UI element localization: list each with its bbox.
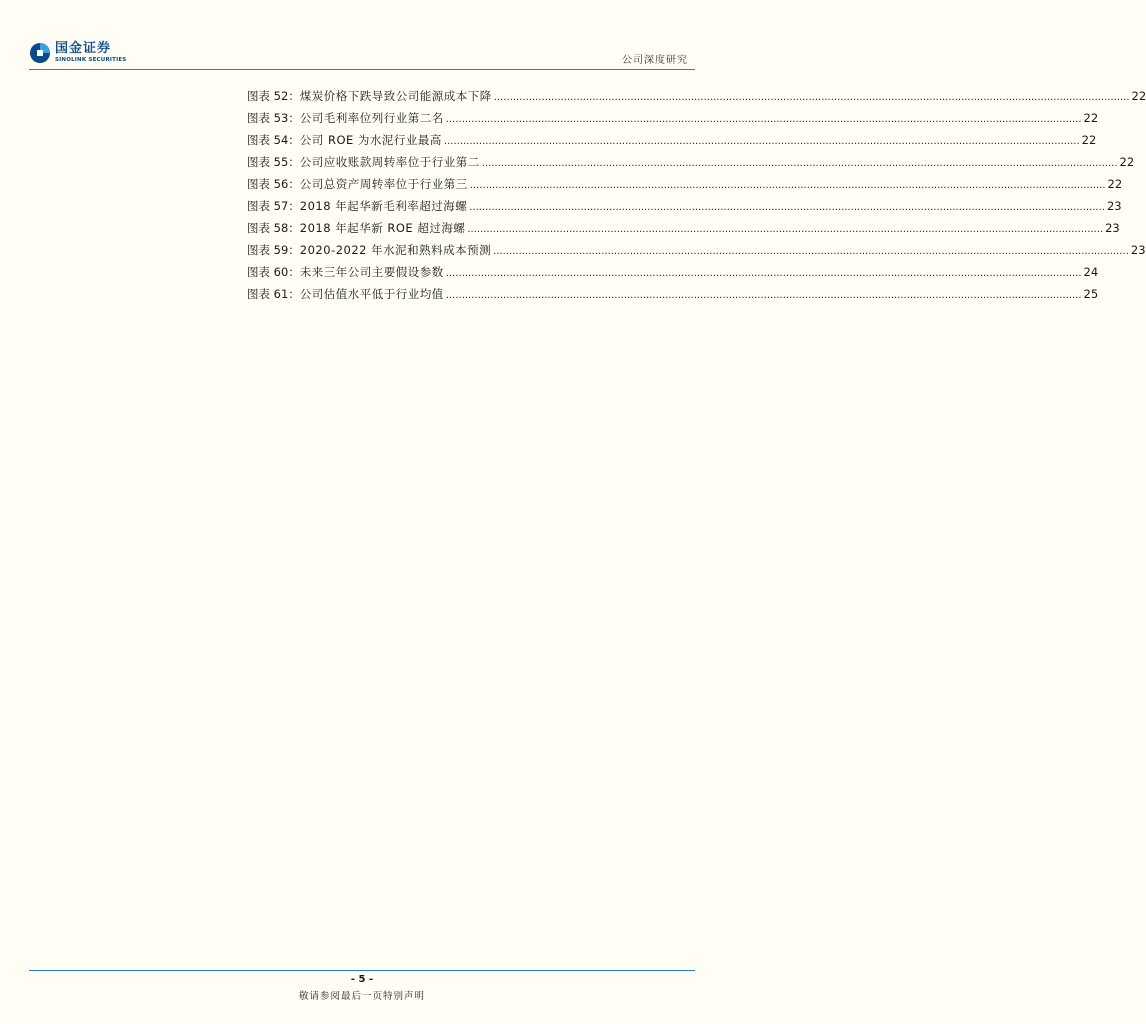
- toc-entry-title: 公司应收账款周转率位于行业第二: [299, 155, 480, 169]
- toc-entry-label: 图表 52：: [247, 89, 300, 103]
- toc-entry-title: 2018 年起华新毛利率超过海螺: [299, 199, 468, 213]
- logo-chinese-name: 国金证券: [55, 41, 112, 56]
- toc-dot-leader: ........................................................................................................................................................................................................: [481, 158, 1118, 169]
- toc-entry-title: 公司估值水平低于行业均值: [299, 287, 444, 301]
- figure-index-list: [247, 88, 1146, 308]
- toc-dot-leader: ........................................................................................................................................................................................................: [493, 246, 1129, 257]
- toc-entry-title: 2020-2022 年水泥和熟料成本预测: [299, 243, 492, 257]
- report-type-label: 公司深度研究: [622, 55, 688, 66]
- company-logo: [29, 42, 126, 68]
- logo-english-name: SINOLINK SECURITIES: [55, 57, 127, 63]
- toc-entry-label: 图表 60：: [247, 265, 300, 279]
- toc-entry[interactable]: [247, 286, 1099, 308]
- toc-entry-page: 22: [1083, 111, 1099, 125]
- toc-dot-leader: ........................................................................................................................................................................................................: [445, 268, 1082, 279]
- footer-disclaimer: 敬请参阅最后一页特别声明: [298, 991, 425, 1002]
- page-header: [0, 0, 724, 72]
- toc-entry[interactable]: [247, 264, 1099, 286]
- toc-entry-page: 25: [1083, 287, 1099, 301]
- toc-entry[interactable]: [247, 132, 1097, 154]
- toc-dot-leader: ........................................................................................................................................................................................................: [443, 136, 1080, 147]
- toc-entry[interactable]: [247, 242, 1146, 264]
- toc-entry-title: 2018 年起华新 ROE 超过海螺: [299, 221, 466, 235]
- toc-entry-title: 煤炭价格下跌导致公司能源成本下降: [299, 89, 492, 103]
- toc-entry-page: 22: [1131, 89, 1146, 103]
- page-number: - 5 -: [350, 974, 374, 985]
- toc-entry[interactable]: [247, 220, 1120, 242]
- toc-entry[interactable]: [247, 198, 1122, 220]
- toc-entry-label: 图表 56：: [247, 177, 300, 191]
- toc-entry-title: 公司毛利率位列行业第二名: [299, 111, 444, 125]
- toc-entry-title: 未来三年公司主要假设参数: [299, 265, 444, 279]
- toc-entry-label: 图表 59：: [247, 243, 300, 257]
- toc-entry[interactable]: [247, 154, 1135, 176]
- footer-divider: [29, 970, 695, 971]
- toc-entry-label: 图表 58：: [247, 221, 300, 235]
- toc-entry-page: 23: [1130, 243, 1146, 257]
- toc-entry-page: 23: [1105, 221, 1120, 235]
- toc-entry-label: 图表 53：: [247, 111, 300, 125]
- toc-entry[interactable]: [247, 110, 1099, 132]
- toc-entry-page: 23: [1106, 199, 1122, 213]
- toc-entry-page: 22: [1107, 177, 1123, 191]
- toc-dot-leader: ........................................................................................................................................................................................................: [445, 290, 1082, 301]
- toc-entry-label: 图表 61：: [247, 287, 300, 301]
- toc-entry-label: 图表 57：: [247, 199, 300, 213]
- toc-entry[interactable]: [247, 88, 1146, 110]
- toc-entry-page: 22: [1119, 155, 1135, 169]
- toc-dot-leader: ........................................................................................................................................................................................................: [469, 180, 1106, 191]
- toc-entry-page: 22: [1081, 133, 1097, 147]
- header-divider: [29, 69, 695, 70]
- toc-entry-title: 公司总资产周转率位于行业第三: [299, 177, 468, 191]
- toc-dot-leader: ........................................................................................................................................................................................................: [445, 114, 1082, 125]
- toc-entry-label: 图表 55：: [247, 155, 300, 169]
- toc-entry-label: 图表 54：: [247, 133, 300, 147]
- toc-dot-leader: ........................................................................................................................................................................................................: [469, 202, 1105, 213]
- toc-entry-page: 24: [1083, 265, 1099, 279]
- toc-dot-leader: ........................................................................................................................................................................................................: [467, 224, 1104, 235]
- toc-entry[interactable]: [247, 176, 1123, 198]
- toc-entry-title: 公司 ROE 为水泥行业最高: [299, 133, 442, 147]
- logo-icon: [29, 42, 51, 64]
- toc-dot-leader: ........................................................................................................................................................................................................: [493, 92, 1130, 103]
